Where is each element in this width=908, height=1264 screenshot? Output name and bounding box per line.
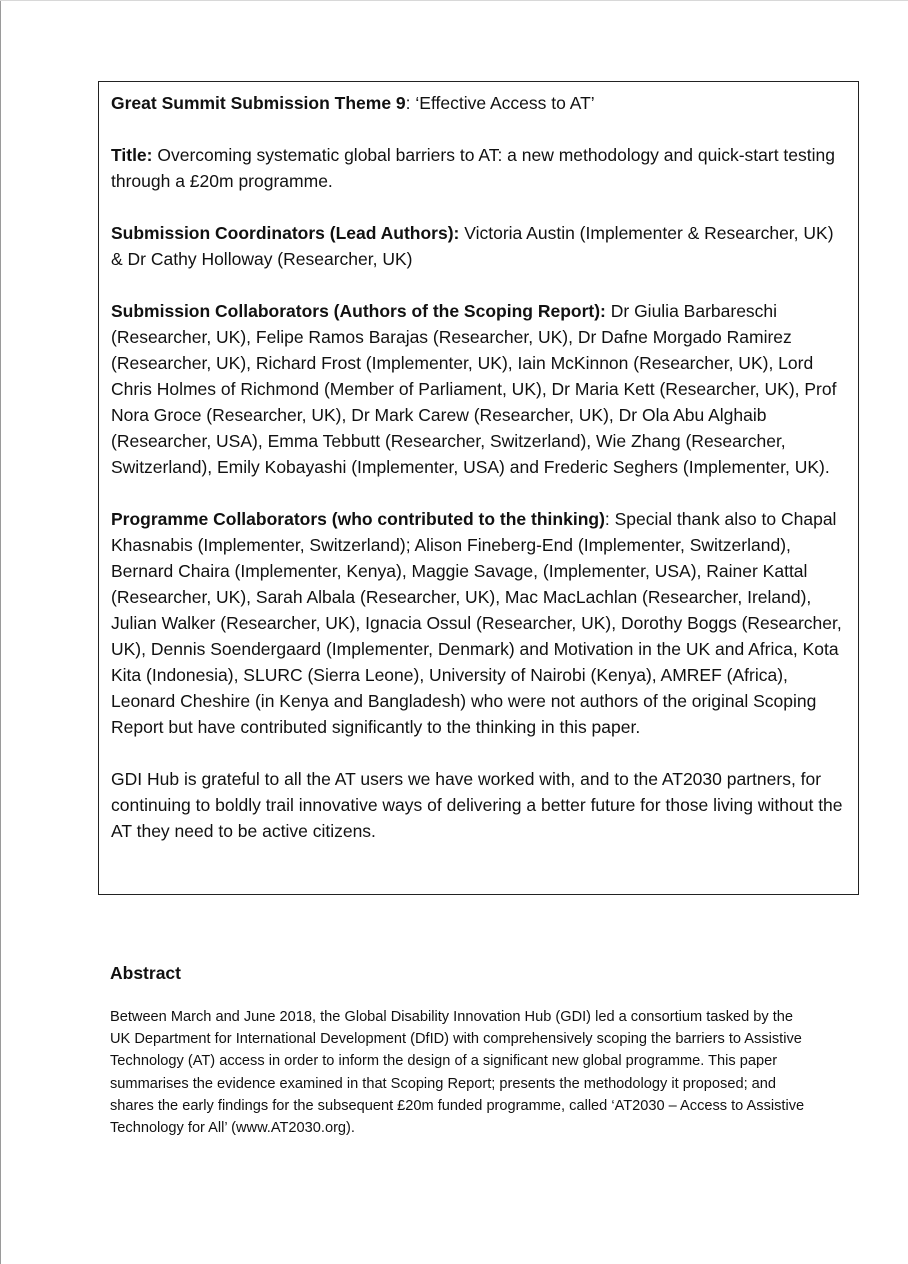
page-edge-top (0, 0, 908, 1)
abstract-heading: Abstract (110, 963, 181, 983)
abstract-body: Between March and June 2018, the Global Disability Innovation Hub (GDI) led a consortium tasked by the UK Department for International Development (DfID) with comprehensively scoping the barriers to Assistive Technology (AT) access in order to inform the design of a significant new global programme. This paper summarises the evidence examined in that Scoping Report; presents the methodology it proposed; and shares the early findings for the subsequent £20m funded programme, called ‘AT2030 – Access to Assistive Technology for All’ (www.AT2030.org). (110, 1009, 805, 1137)
coordinators-paragraph (111, 220, 846, 272)
gratitude-paragraph: GDI Hub is grateful to all the AT users we have worked with, and to the AT2030 partners, for continuing to boldly trail innovative ways of delivering a better future for those living without the AT they need to be active citizens. (111, 769, 843, 841)
programme-label: Programme Collaborators (who contributed to the thinking) (111, 509, 605, 529)
programme-paragraph (111, 506, 846, 740)
title-label: Title: (111, 145, 153, 165)
programme-value: : Special thank also to Chapal Khasnabis (Implementer, Switzerland); Alison Fineberg-End (Implementer, Switzerland), Bernard Chaira (Implementer, Kenya), Maggie Savage, (Implementer, USA), Rainer Kattal (Researcher, UK), Sarah Albala (Researcher, UK), Mac MacLachlan (Researcher, Ireland), Julian Walker (Researcher, UK), Ignacia Ossul (Researcher, UK), Dorothy Boggs (Researcher, UK), Dennis Soendergaard (Implementer, Denmark) and Motivation in the UK and Africa, Kota Kita (Indonesia), SLURC (Sierra Leone), University of Nairobi (Kenya), AMREF (Africa), Leonard Cheshire (in Kenya and Bangladesh) who were not authors of the original Scoping Report but have contributed significantly to the thinking in this paper. (111, 509, 842, 737)
theme-label: Great Summit Submission Theme 9 (111, 93, 406, 113)
collaborators-value: Dr Giulia Barbareschi (Researcher, UK), Felipe Ramos Barajas (Researcher, UK), Dr Dafne Morgado Ramirez (Researcher, UK), Richard Frost (Implementer, UK), Iain McKinnon (Researcher, UK), Lord Chris Holmes of Richmond (Member of Parliament, UK), Dr Maria Kett (Researcher, UK), Prof Nora Groce (Researcher, UK), Dr Mark Carew (Researcher, UK), Dr Ola Abu Alghaib (Researcher, USA), Emma Tebbutt (Researcher, Switzerland), Wie Zhang (Researcher, Switzerland), Emily Kobayashi (Implementer, USA) and Frederic Seghers (Implementer, UK). (111, 301, 837, 477)
title-paragraph (111, 142, 846, 194)
page-edge-left (0, 0, 1, 1264)
theme-value: : ‘Effective Access to AT’ (405, 93, 595, 113)
collaborators-paragraph (111, 298, 846, 480)
coordinators-label: Submission Coordinators (Lead Authors): (111, 223, 460, 243)
coordinators-value: Victoria Austin (Implementer & Researcher, UK) & Dr Cathy Holloway (Researcher, UK) (111, 223, 834, 269)
collaborators-label: Submission Collaborators (Authors of the Scoping Report): (111, 301, 606, 321)
theme-paragraph (111, 90, 846, 116)
title-value: Overcoming systematic global barriers to AT: a new methodology and quick-start testing through a £20m programme. (111, 145, 835, 191)
submission-info-box (98, 81, 859, 895)
